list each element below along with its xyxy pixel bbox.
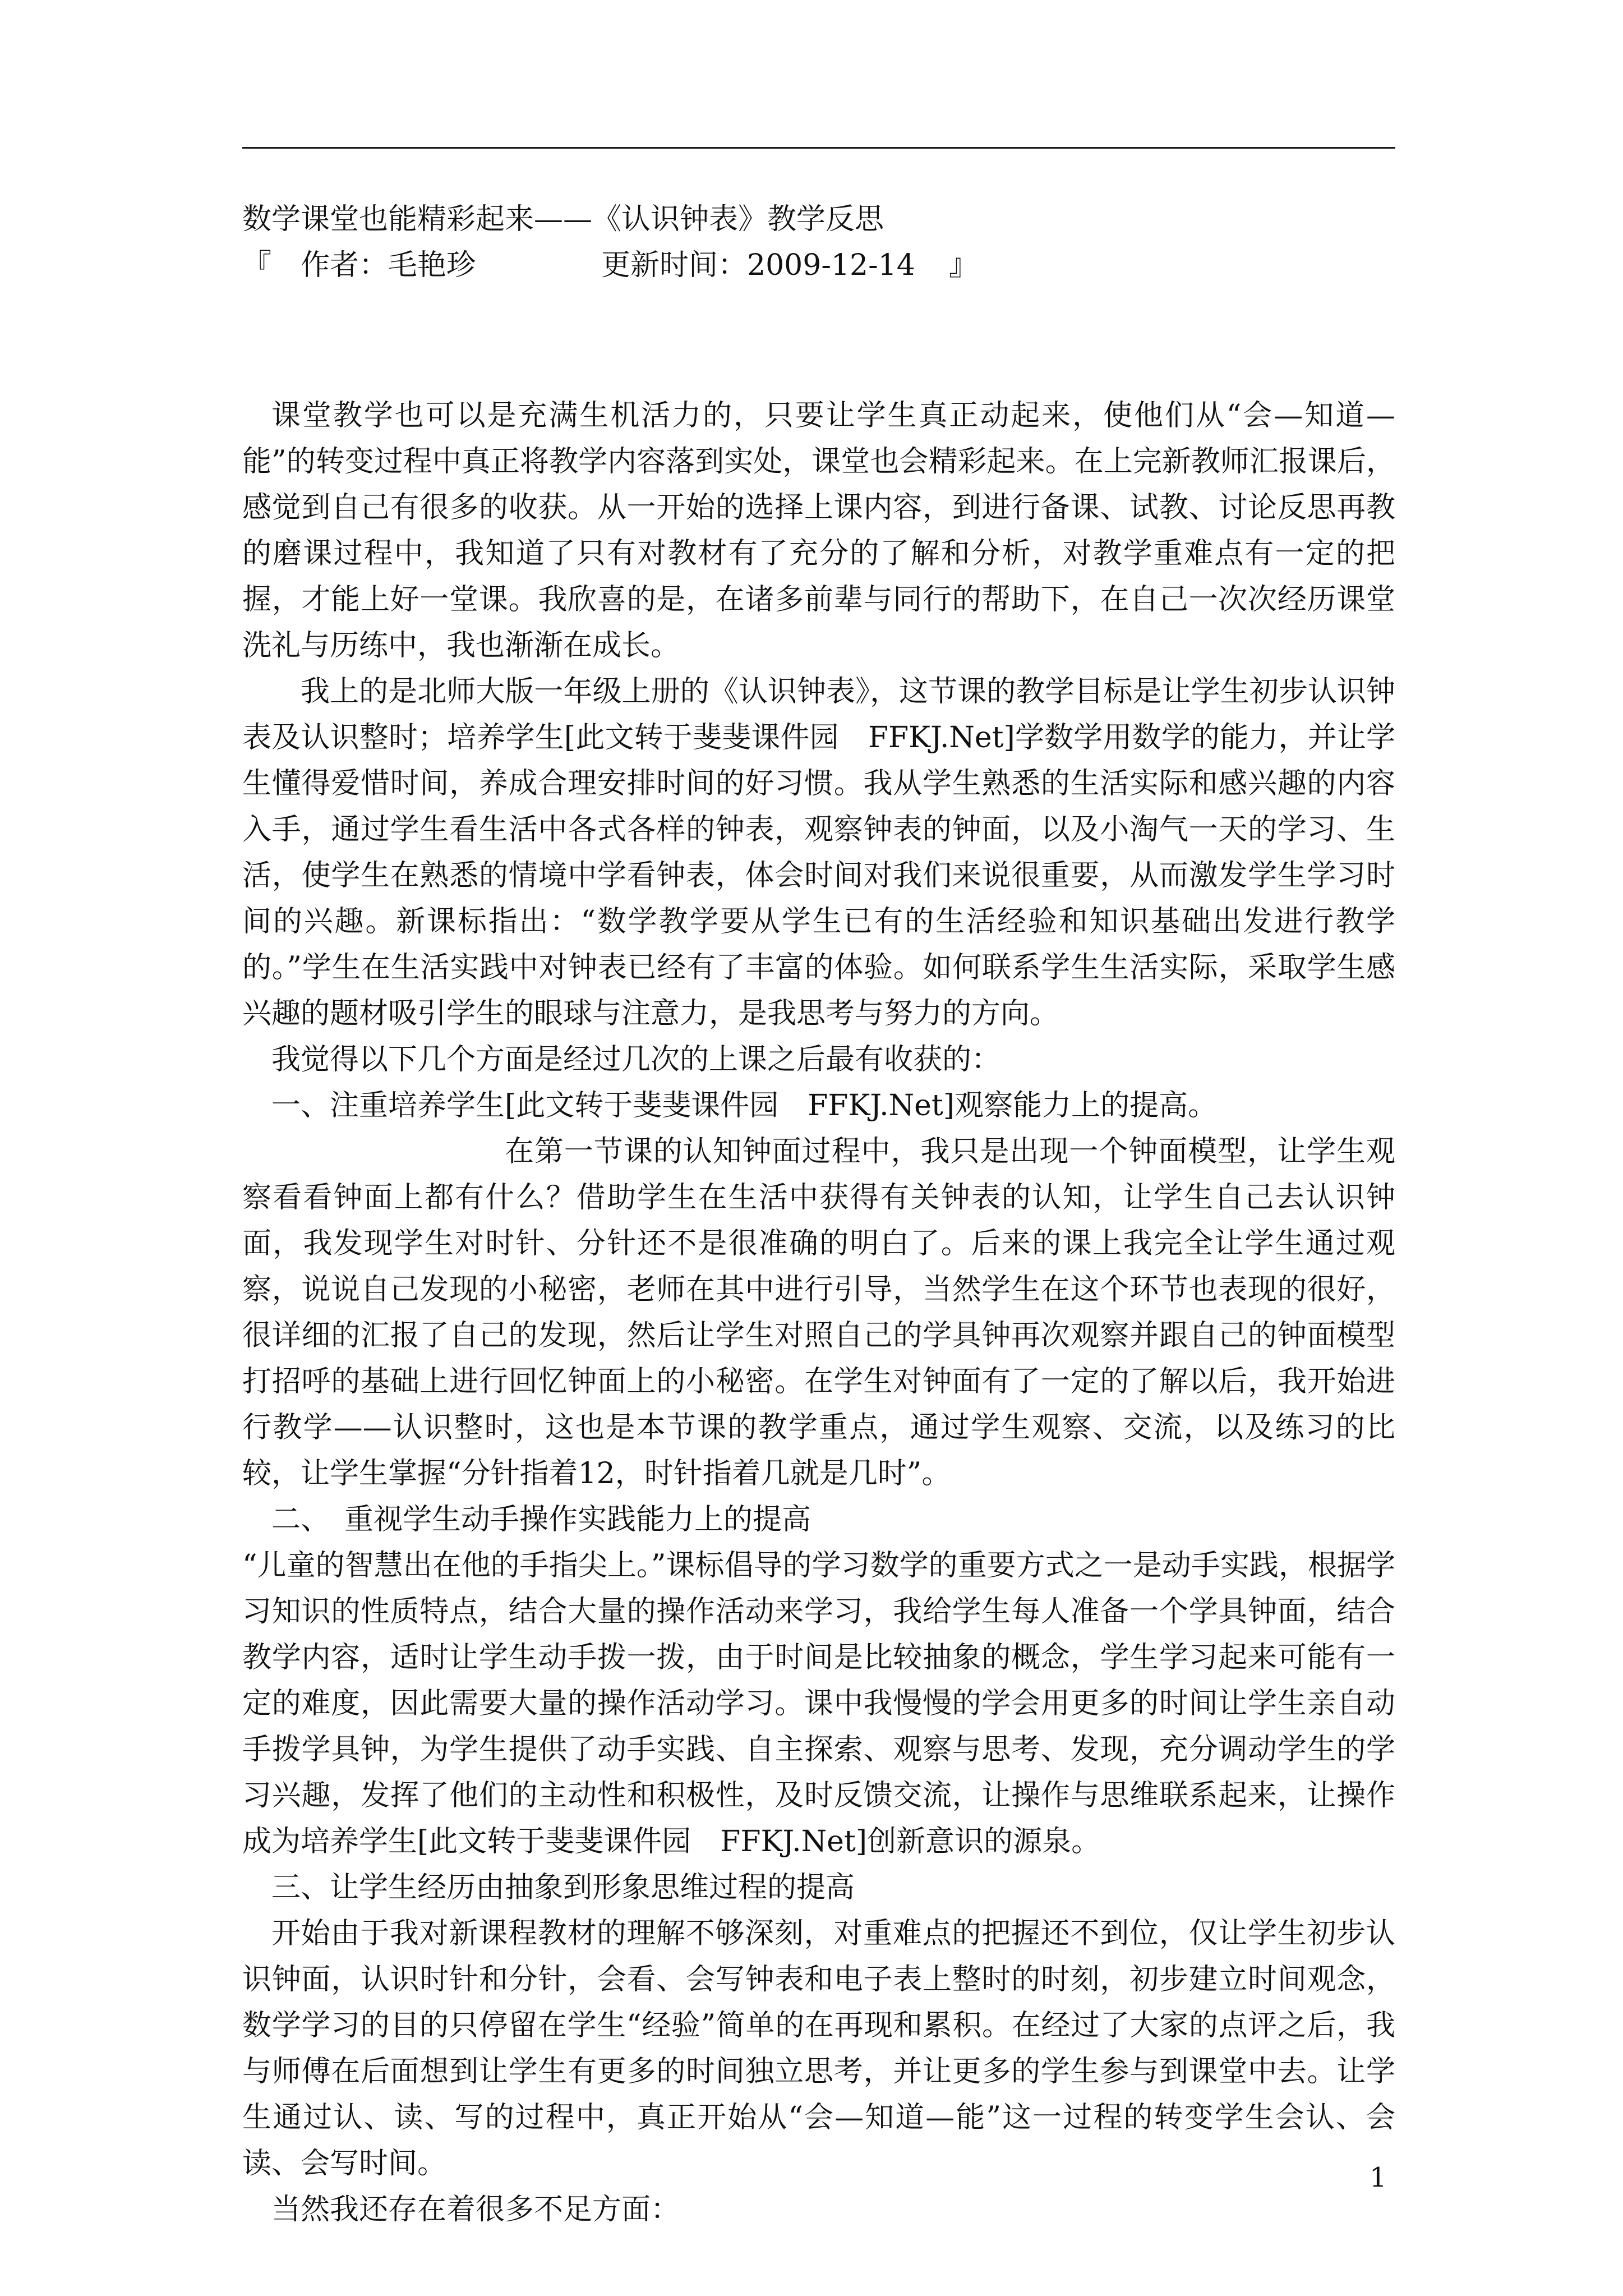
paragraph: 在第一节课的认知钟面过程中，我只是出现一个钟面模型，让学生观察看看钟面上都有什么？借助学生在生活中获得有关钟表的认知，让学生自己去认识钟面，我发现学生对时针、分针还不是很准确的明白了。后来的课上我完全让学生通过观察，说说自己发现的小秘密，老师在其中进行引导，当然学生在这个环节也表现的很好，很详细的汇报了自己的发现，然后让学生对照自己的学具钟再次观察并跟自己的钟面模型打招呼的基础上进行回忆钟面上的小秘密。在学生对钟面有了一定的了解以后，我开始进行教学——认识整时，这也是本节课的教学重点，通过学生观察、交流，以及练习的比较，让学生掌握“分针指着12，时针指着几就是几时”。	[242, 1135, 1395, 1490]
document-page	[242, 196, 1395, 2233]
section-heading: 二、 重视学生动手操作实践能力上的提高	[271, 1503, 811, 1536]
section-heading: 三、让学生经历由抽象到形象思维过程的提高	[271, 1871, 855, 1904]
document-meta	[242, 242, 1395, 288]
paragraph: 我觉得以下几个方面是经过几次的上课之后最有收获的：	[271, 1043, 1001, 1076]
document-title: 数学课堂也能精彩起来——《认识钟表》教学反思	[242, 203, 884, 236]
section-heading: 一、注重培养学生[此文转于斐斐课件园 FFKJ.Net]观察能力上的提高。	[271, 1089, 1218, 1122]
meta-update-time: 更新时间：2009-12-14	[601, 249, 915, 282]
header-rule	[242, 147, 1395, 149]
paragraph: 课堂教学也可以是充满生机活力的，只要让学生真正动起来，使他们从“会—知道—能”的转变过程中真正将教学内容落到实处，课堂也会精彩起来。在上完新教师汇报课后，感觉到自己有很多的收获。从一开始的选择上课内容，到进行备课、试教、讨论反思再教的磨课过程中，我知道了只有对教材有了充分的了解和分析，对教学重难点有一定的把握，才能上好一堂课。我欣喜的是，在诸多前辈与同行的帮助下，在自己一次次经历课堂洗礼与历练中，我也渐渐在成长。	[242, 399, 1395, 662]
paragraph: 我上的是北师大版一年级上册的《认识钟表》，这节课的教学目标是让学生初步认识钟表及认识整时；培养学生[此文转于斐斐课件园 FFKJ.Net]学数学用数学的能力，并让学生懂得爱惜时间，养成合理安排时间的好习惯。我从学生熟悉的生活实际和感兴趣的内容入手，通过学生看生活中各式各样的钟表，观察钟表的钟面，以及小淘气一天的学习、生活，使学生在熟悉的情境中学看钟表，体会时间对我们来说很重要，从而激发学生学习时间的兴趣。新课标指出：“数学教学要从学生已有的生活经验和知识基础出发进行教学的。”学生在生活实践中对钟表已经有了丰富的体验。如何联系学生生活实际，采取学生感兴趣的题材吸引学生的眼球与注意力，是我思考与努力的方向。	[242, 675, 1395, 1030]
paragraph: “儿童的智慧出在他的手指尖上。”课标倡导的学习数学的重要方式之一是动手实践，根据学习知识的性质特点，结合大量的操作活动来学习，我给学生每人准备一个学具钟面，结合教学内容，适时让学生动手拨一拨，由于时间是比较抽象的概念，学生学习起来可能有一定的难度，因此需要大量的操作活动学习。课中我慢慢的学会用更多的时间让学生亲自动手拨学具钟，为学生提供了动手实践、自主探索、观察与思考、发现，充分调动学生的学习兴趣，发挥了他们的主动性和积极性，及时反馈交流，让操作与思维联系起来，让操作成为培养学生[此文转于斐斐课件园 FFKJ.Net]创新意识的源泉。	[242, 1549, 1395, 1858]
meta-close-bracket: 』	[949, 249, 979, 282]
paragraph: 当然我还存在着很多不足方面：	[271, 2193, 680, 2226]
meta-open-bracket: 『	[242, 249, 272, 282]
paragraph: 开始由于我对新课程教材的理解不够深刻，对重难点的把握还不到位，仅让学生初步认识钟面，认识时针和分针，会看、会写钟表和电子表上整时的时刻，初步建立时间观念，数学学习的目的只停留在学生“经验”简单的在再现和累积。在经过了大家的点评之后，我与师傅在后面想到让学生有更多的时间独立思考，并让更多的学生参与到课堂中去。让学生通过认、读、写的过程中，真正开始从“会—知道—能”这一过程的转变学生会认、会读、会写时间。	[242, 1917, 1395, 2180]
meta-author: 作者：毛艳珍	[301, 249, 476, 282]
page-number: 1	[1370, 2162, 1387, 2193]
document-body	[242, 393, 1395, 2233]
